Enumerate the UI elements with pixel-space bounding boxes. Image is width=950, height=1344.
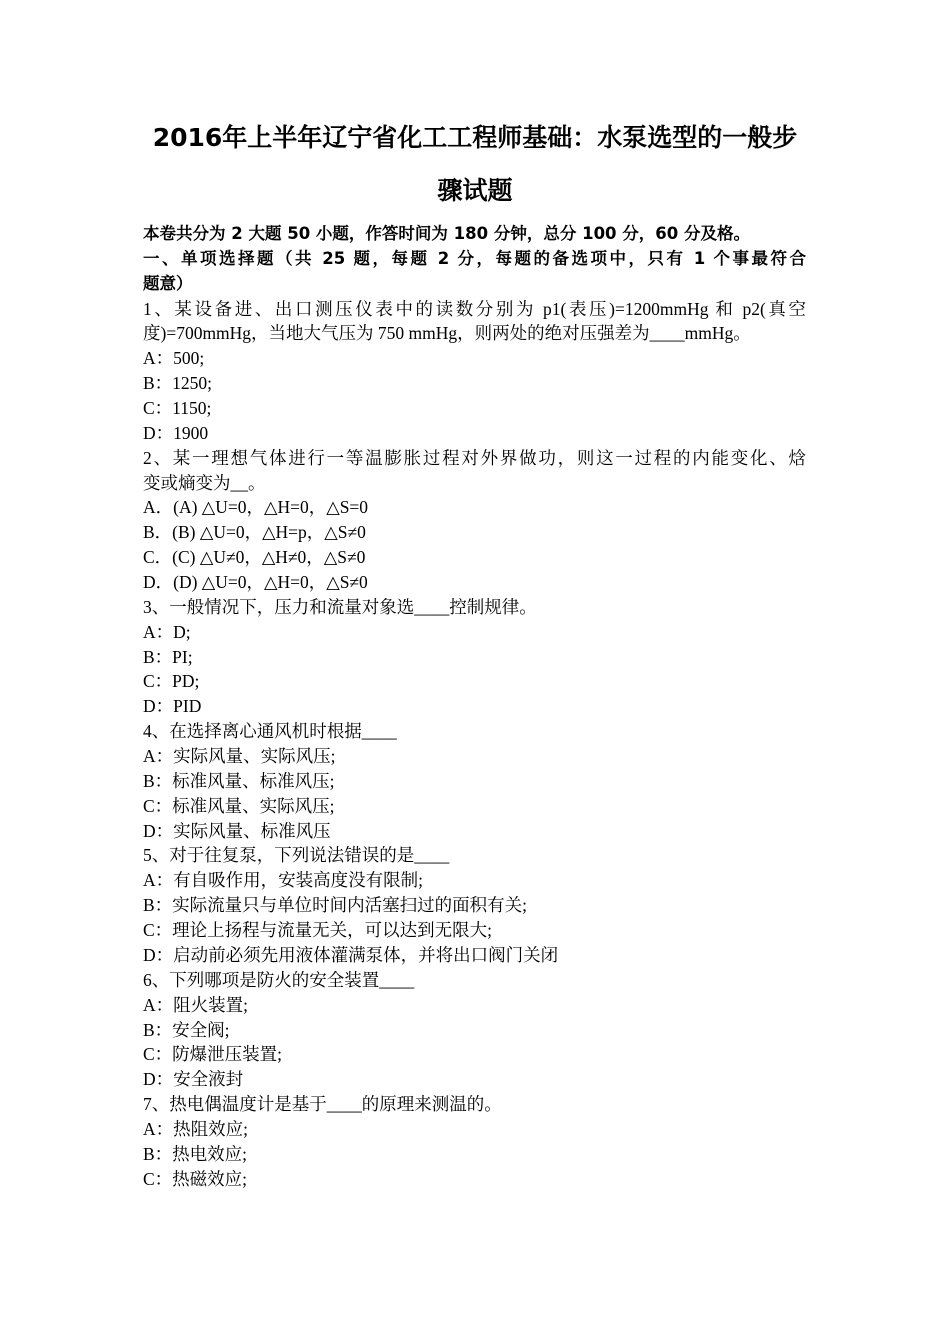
question-stem: 4、在选择离心通风机时根据____ bbox=[143, 721, 397, 742]
answer-option: A：500; bbox=[143, 348, 205, 369]
question bbox=[143, 297, 806, 446]
question bbox=[143, 595, 806, 719]
answer-option: A：D; bbox=[143, 621, 191, 642]
question-stem: 2、某一理想气体进行一等温膨胀过程对外界做功，则这一过程的内能变化、焓 bbox=[143, 447, 806, 468]
answer-option: B：实际流量只与单位时间内活塞扫过的面积有关; bbox=[143, 895, 528, 916]
section-heading: 一、单项选择题（共 25 题，每题 2 分，每题的备选项中，只有 1 个事最符合 bbox=[143, 248, 806, 268]
answer-option: C：1150; bbox=[143, 398, 212, 419]
question bbox=[143, 1092, 806, 1191]
question bbox=[143, 446, 806, 595]
document-body bbox=[143, 222, 806, 1192]
answer-option: D．(D) △U=0，△H=0，△S≠0 bbox=[143, 572, 368, 593]
answer-option: B．(B) △U=0，△H=p，△S≠0 bbox=[143, 522, 366, 543]
answer-option: A：实际风量、实际风压; bbox=[143, 746, 336, 767]
question bbox=[143, 843, 806, 967]
answer-option: D：启动前必须先用液体灌满泵体，并将出口阀门关闭 bbox=[143, 944, 559, 965]
exam-intro: 本卷共分为 2 大题 50 小题，作答时间为 180 分钟，总分 100 分，60 分及格。 bbox=[143, 224, 750, 243]
question-stem: 5、对于往复泵，下列说法错误的是____ bbox=[143, 845, 450, 866]
question-stem: 变或熵变为__。 bbox=[143, 472, 266, 493]
section-heading-continued: 题意） bbox=[143, 273, 193, 293]
question bbox=[143, 719, 806, 843]
answer-option: D：1900 bbox=[143, 422, 209, 443]
question-stem: 7、热电偶温度计是基于____的原理来测温的。 bbox=[143, 1094, 502, 1115]
question bbox=[143, 968, 806, 1092]
answer-option: B：1250; bbox=[143, 373, 213, 394]
answer-option: A．(A) △U=0，△H=0，△S=0 bbox=[143, 497, 369, 518]
question-stem: 6、下列哪项是防火的安全装置____ bbox=[143, 969, 415, 990]
answer-option: A：阻火装置; bbox=[143, 994, 248, 1015]
answer-option: C：PD; bbox=[143, 671, 200, 692]
answer-option: B：安全阀; bbox=[143, 1019, 230, 1040]
answer-option: D：安全液封 bbox=[143, 1069, 244, 1090]
question-stem: 1、某设备进、出口测压仪表中的读数分别为 p1(表压)=1200mmHg 和 p2(真空 bbox=[143, 298, 806, 319]
answer-option: A：有自吸作用，安装高度没有限制; bbox=[143, 870, 423, 891]
question-stem: 度)=700mmHg，当地大气压为 750 mmHg，则两处的绝对压强差为____mmHg。 bbox=[143, 323, 751, 344]
answer-option: B：热电效应; bbox=[143, 1143, 248, 1164]
answer-option: D：实际风量、标准风压 bbox=[143, 820, 331, 841]
answer-option: C．(C) △U≠0，△H≠0，△S≠0 bbox=[143, 547, 366, 568]
document-title-continued: 骤试题 bbox=[437, 176, 513, 205]
answer-option: A：热阻效应; bbox=[143, 1118, 248, 1139]
answer-option: C：标准风量、实际风压; bbox=[143, 795, 335, 816]
answer-option: B：PI; bbox=[143, 646, 193, 667]
answer-option: C：防爆泄压装置; bbox=[143, 1044, 283, 1065]
answer-option: B：标准风量、标准风压; bbox=[143, 770, 335, 791]
document-title: 2016年上半年辽宁省化工工程师基础：水泵选型的一般步 bbox=[152, 123, 798, 152]
answer-option: C：热磁效应; bbox=[143, 1168, 248, 1189]
answer-option: C：理论上扬程与流量无关，可以达到无限大; bbox=[143, 920, 493, 941]
question-stem: 3、一般情况下，压力和流量对象选____控制规律。 bbox=[143, 596, 537, 617]
question-list bbox=[143, 297, 806, 1192]
answer-option: D：PID bbox=[143, 696, 202, 717]
